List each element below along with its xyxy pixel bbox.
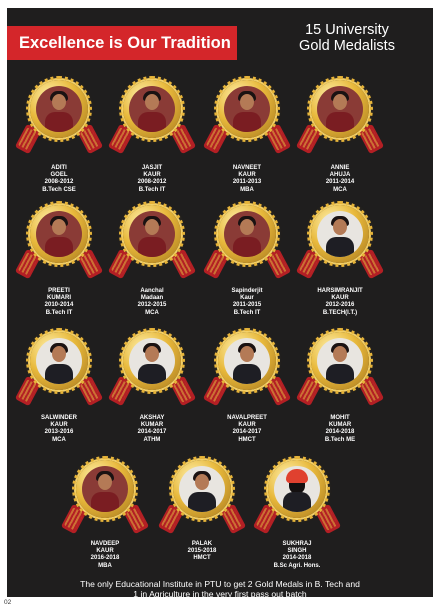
medalist-course: B.TECH(I.T.) xyxy=(322,309,358,316)
medalist-photo xyxy=(179,466,225,512)
medalist-name: MOHIT xyxy=(330,415,350,421)
medalist-caption xyxy=(57,541,153,570)
medalist-years: 2016-2018 xyxy=(90,555,120,562)
gold-medal-ring xyxy=(123,80,181,138)
medalist-name: NAVALPREET xyxy=(227,415,267,421)
medalist-photo xyxy=(36,338,82,384)
medal-frame xyxy=(109,203,195,283)
medalist-name: ADITI xyxy=(51,165,67,171)
gold-medal-ring xyxy=(30,80,88,138)
medalist-name: HARSIMRANJIT xyxy=(317,288,363,294)
medalist-name: NAVNEET xyxy=(232,165,262,171)
medalist-course: ATHM xyxy=(143,436,161,443)
tagline-line1: 15 University xyxy=(305,22,389,38)
gold-medal-ring xyxy=(268,460,326,518)
medalist-name: ANNIE xyxy=(330,165,350,171)
medal-frame xyxy=(204,78,290,158)
footer-line1: The only Educational Institute in PTU to get 2 Gold Medals in B. Tech and xyxy=(80,579,360,589)
medalist-photo xyxy=(129,338,175,384)
medalist-name: KAUR xyxy=(331,295,349,302)
medalist-name: KAUR xyxy=(238,172,256,179)
medalist-name: KAUR xyxy=(96,548,114,555)
medalist-caption xyxy=(292,288,388,317)
medalist-name: PREETI xyxy=(48,288,70,294)
medalist-course: HMCT xyxy=(193,555,211,562)
medalist-years: 2011-2013 xyxy=(232,179,262,186)
medalist-caption xyxy=(11,165,107,194)
gold-medal-ring xyxy=(311,80,369,138)
medalist-course: HMCT xyxy=(238,436,256,443)
medalist-photo xyxy=(129,86,175,132)
medalist-course: B.Tech IT xyxy=(45,309,73,316)
medalist-name: KAUR xyxy=(143,172,161,179)
medal-frame xyxy=(297,78,383,158)
gold-medal-ring xyxy=(30,332,88,390)
medalist-name: JASJIT xyxy=(141,165,163,171)
medal-frame xyxy=(62,458,148,538)
medalist-name: KAUR xyxy=(50,422,68,429)
medalist-name: GOEL xyxy=(50,172,68,179)
medalist-years: 2015-2018 xyxy=(187,548,217,555)
medalist-caption xyxy=(292,165,388,194)
gold-medalists-tagline xyxy=(272,22,422,54)
medalist-caption xyxy=(11,288,107,317)
page-number: 02 xyxy=(4,599,12,606)
medal-frame xyxy=(297,203,383,283)
medal-frame xyxy=(109,78,195,158)
medalist-name: Madaan xyxy=(140,295,164,302)
medalist-years: 2010-2014 xyxy=(44,302,74,309)
footer-line2: 1 in Agriculture in the very first pass out batch xyxy=(133,589,307,599)
gold-medal-ring xyxy=(173,460,231,518)
medalist-course: B.Tech ME xyxy=(324,436,356,443)
medal-frame xyxy=(109,330,195,410)
gold-medal-ring xyxy=(311,332,369,390)
medalist-photo xyxy=(224,338,270,384)
medalist-years: 2014-2018 xyxy=(282,555,312,562)
medalist-years: 2014-2017 xyxy=(232,429,262,436)
medalist-course: B.Tech IT xyxy=(138,186,166,193)
gold-medal-ring xyxy=(76,460,134,518)
medalist-caption xyxy=(199,288,295,317)
medal-frame xyxy=(159,458,245,538)
gold-medal-ring xyxy=(218,205,276,263)
medalist-photo xyxy=(317,211,363,257)
gold-medal-ring xyxy=(218,332,276,390)
medalist-course: MBA xyxy=(98,562,112,569)
medal-frame xyxy=(254,458,340,538)
medalist-name: KUMAR xyxy=(140,422,164,429)
gold-medal-ring xyxy=(123,205,181,263)
medalist-course: MCA xyxy=(333,186,347,193)
medalist-years: 2013-2016 xyxy=(44,429,74,436)
medalist-years: 2008-2012 xyxy=(44,179,74,186)
medalist-years: 2014-2018 xyxy=(325,429,355,436)
medalist-name: KUMAR xyxy=(328,422,352,429)
medalist-caption xyxy=(199,165,295,194)
medalist-years: 2012-2016 xyxy=(325,302,355,309)
medalist-photo xyxy=(36,86,82,132)
medalist-years: 2008-2012 xyxy=(137,179,167,186)
medalists-panel xyxy=(7,8,433,597)
medalist-name: Aanchal xyxy=(140,288,164,294)
medalist-name: SUKHRAJ xyxy=(282,541,312,547)
medal-frame xyxy=(16,330,102,410)
gold-medal-ring xyxy=(30,205,88,263)
medalist-caption xyxy=(11,415,107,444)
medalist-years: 2014-2017 xyxy=(137,429,167,436)
medalist-photo xyxy=(274,466,320,512)
medalist-name: KAUR xyxy=(238,422,256,429)
medalist-name: KUMARI xyxy=(47,295,71,302)
medal-frame xyxy=(16,78,102,158)
medalist-photo xyxy=(82,466,128,512)
gold-medal-ring xyxy=(311,205,369,263)
medalist-caption xyxy=(104,415,200,444)
gold-medal-ring xyxy=(218,80,276,138)
medalist-name: AKSHAY xyxy=(139,415,165,421)
medalist-name: SINGH xyxy=(287,548,307,555)
medal-frame xyxy=(204,203,290,283)
medalist-course: MCA xyxy=(52,436,66,443)
medalist-name: Sapinderjit xyxy=(231,288,263,294)
medalist-course: B.Tech CSE xyxy=(42,186,76,193)
medal-frame xyxy=(16,203,102,283)
footer-note xyxy=(7,579,433,599)
medalist-course: B.Tech IT xyxy=(233,309,261,316)
medalist-caption xyxy=(292,415,388,444)
medalist-photo xyxy=(317,86,363,132)
medalist-photo xyxy=(224,86,270,132)
medalist-photo xyxy=(129,211,175,257)
medalist-course: MCA xyxy=(145,309,159,316)
medalist-course: B.Sc Agri. Hons. xyxy=(273,562,321,569)
medalist-years: 2011-2014 xyxy=(325,179,355,186)
medalist-name: NAVDEEP xyxy=(90,541,120,547)
medalist-name: AHUJA xyxy=(329,172,351,179)
medalist-caption xyxy=(104,165,200,194)
medalist-caption xyxy=(104,288,200,317)
tagline-line2: Gold Medalists xyxy=(299,38,395,54)
medalist-name: SALWINDER xyxy=(41,415,77,421)
medalist-photo xyxy=(317,338,363,384)
medalist-years: 2011-2015 xyxy=(232,302,262,309)
medal-frame xyxy=(204,330,290,410)
medalist-caption xyxy=(249,541,345,570)
medalist-caption xyxy=(199,415,295,444)
medalist-name: Kaur xyxy=(240,295,254,302)
medalist-name: PALAK xyxy=(191,541,213,547)
medalist-photo xyxy=(36,211,82,257)
medalist-photo xyxy=(224,211,270,257)
medalist-caption xyxy=(154,541,250,563)
gold-medal-ring xyxy=(123,332,181,390)
medalist-years: 2012-2015 xyxy=(137,302,167,309)
title-banner: Excellence is Our Tradition xyxy=(7,26,237,60)
medalist-course: MBA xyxy=(240,186,254,193)
medal-frame xyxy=(297,330,383,410)
